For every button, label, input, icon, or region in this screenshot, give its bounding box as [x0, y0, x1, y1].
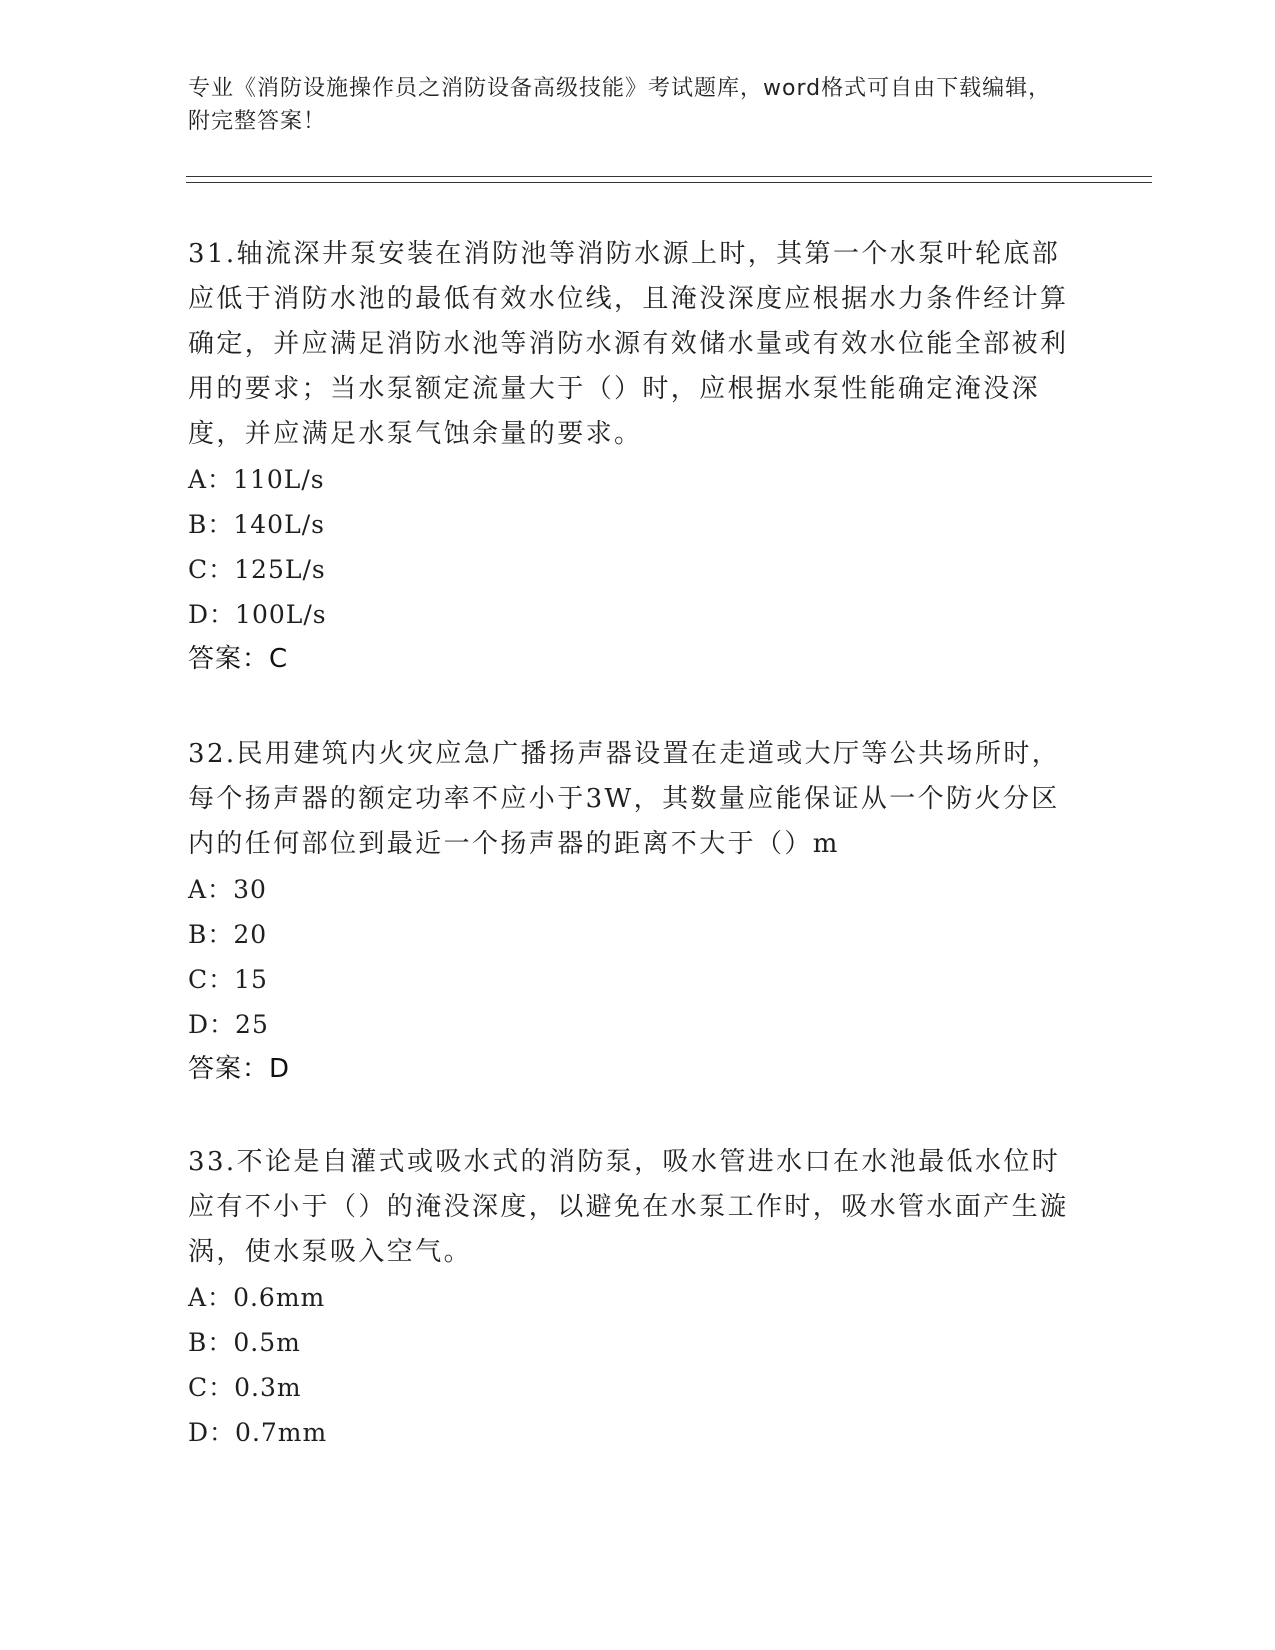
option-a [188, 1275, 1088, 1320]
option-value: 15 [234, 965, 268, 994]
option-value: 100L/s [235, 600, 327, 629]
header-divider-bottom [186, 182, 1152, 183]
option-value: 0.5m [233, 1328, 301, 1357]
question-33 [188, 1140, 1088, 1455]
option-d [188, 1002, 1088, 1047]
answer-label: 答案：D [188, 1054, 291, 1084]
option-key: D： [188, 1010, 236, 1039]
option-b [188, 1320, 1088, 1365]
option-d [188, 1410, 1088, 1455]
option-key: C： [188, 555, 235, 584]
option-key: C： [188, 965, 235, 994]
option-key: B： [188, 1328, 234, 1357]
header-divider-top [186, 176, 1152, 177]
question-stem: 32.民用建筑内火灾应急广播扬声器设置在走道或大厅等公共场所时，每个扬声器的额定功率不应小于3W，其数量应能保证从一个防火分区内的任何部位到最近一个扬声器的距离不大于（）m [188, 739, 1061, 859]
option-a [188, 867, 1088, 912]
question-32 [188, 732, 1088, 1092]
option-d [188, 592, 1088, 637]
option-value: 110L/s [233, 465, 325, 494]
option-c [188, 957, 1088, 1002]
option-value: 0.6mm [233, 1283, 326, 1312]
option-key: D： [188, 600, 236, 629]
option-key: A： [188, 875, 234, 904]
option-value: 0.7mm [235, 1418, 328, 1447]
question-stem: 31.轴流深井泵安装在消防池等消防水源上时，其第一个水泵叶轮底部应低于消防水池的最低有效水位线，且淹没深度应根据水力条件经计算确定，并应满足消防水池等消防水源有效储水量或有效水位能全部被利用的要求；当水泵额定流量大于（）时，应根据水泵性能确定淹没深度，并应满足水泵气蚀余量的要求。 [188, 239, 1069, 449]
option-b [188, 912, 1088, 957]
option-b [188, 502, 1088, 547]
option-key: C： [188, 1373, 235, 1402]
option-value: 20 [233, 920, 268, 949]
option-key: B： [188, 920, 234, 949]
option-value: 140L/s [233, 510, 325, 539]
option-value: 125L/s [234, 555, 326, 584]
question-stem: 33.不论是自灌式或吸水式的消防泵，吸水管进水口在水池最低水位时应有不小于（）的淹没深度，以避免在水泵工作时，吸水管水面产生漩涡，使水泵吸入空气。 [188, 1147, 1069, 1267]
option-value: 30 [233, 875, 267, 904]
option-key: A： [188, 465, 234, 494]
document-header: 专业《消防设施操作员之消防设备高级技能》考试题库，word格式可自由下载编辑，附完整答案！ [188, 76, 1052, 134]
option-key: D： [188, 1418, 236, 1447]
answer-label: 答案：C [188, 644, 289, 674]
option-key: B： [188, 510, 234, 539]
option-value: 0.3m [234, 1373, 302, 1402]
option-a [188, 457, 1088, 502]
option-c [188, 1365, 1088, 1410]
option-c [188, 547, 1088, 592]
option-key: A： [188, 1283, 234, 1312]
question-31 [188, 232, 1088, 682]
option-value: 25 [235, 1010, 269, 1039]
